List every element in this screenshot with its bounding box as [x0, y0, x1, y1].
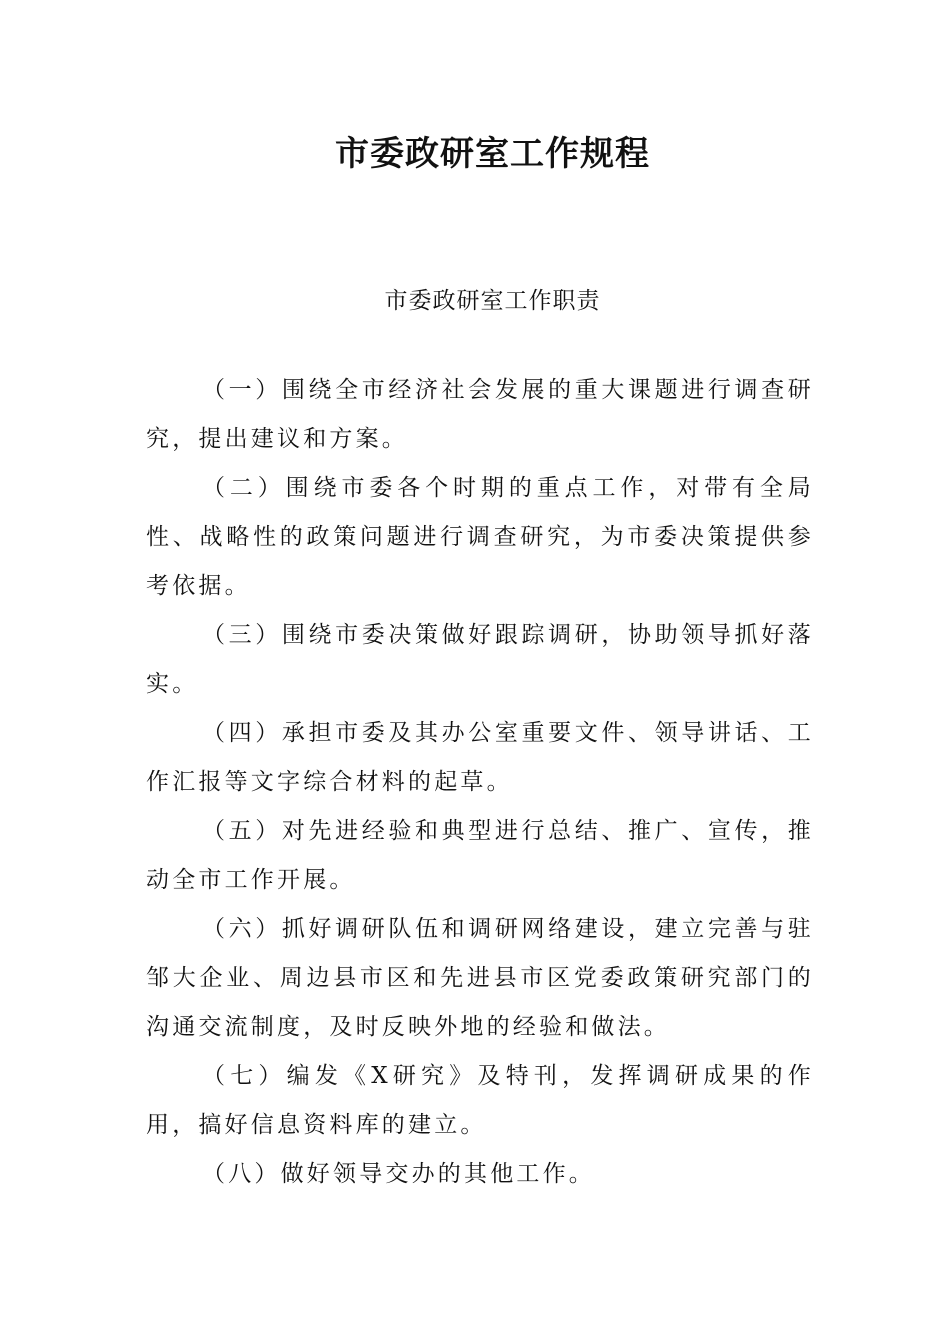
duty-item: （一）围绕全市经济社会发展的重大课题进行调查研究，提出建议和方案。	[146, 377, 814, 452]
duty-item: （六）抓好调研队伍和调研网络建设，建立完善与驻邹大企业、周边县市区和先进县市区党委政策研究部门的沟通交流制度，及时反映外地的经验和做法。	[146, 916, 814, 1040]
duty-item: （四）承担市委及其办公室重要文件、领导讲话、工作汇报等文字综合材料的起草。	[146, 720, 814, 795]
duty-item: （三）围绕市委决策做好跟踪调研，协助领导抓好落实。	[146, 622, 814, 697]
duty-item: （二）围绕市委各个时期的重点工作，对带有全局性、战略性的政策问题进行调查研究，为市委决策提供参考依据。	[146, 475, 814, 599]
duty-item: （五）对先进经验和典型进行总结、推广、宣传，推动全市工作开展。	[146, 818, 814, 893]
duty-item: （七）编发《X研究》及特刊，发挥调研成果的作用，搞好信息资料库的建立。	[146, 1063, 814, 1138]
document-title: 市委政研室工作规程	[335, 134, 650, 174]
section-title: 市委政研室工作职责	[384, 288, 601, 314]
duties-list	[146, 366, 814, 1199]
duty-item: （八）做好领导交办的其他工作。	[202, 1161, 595, 1187]
